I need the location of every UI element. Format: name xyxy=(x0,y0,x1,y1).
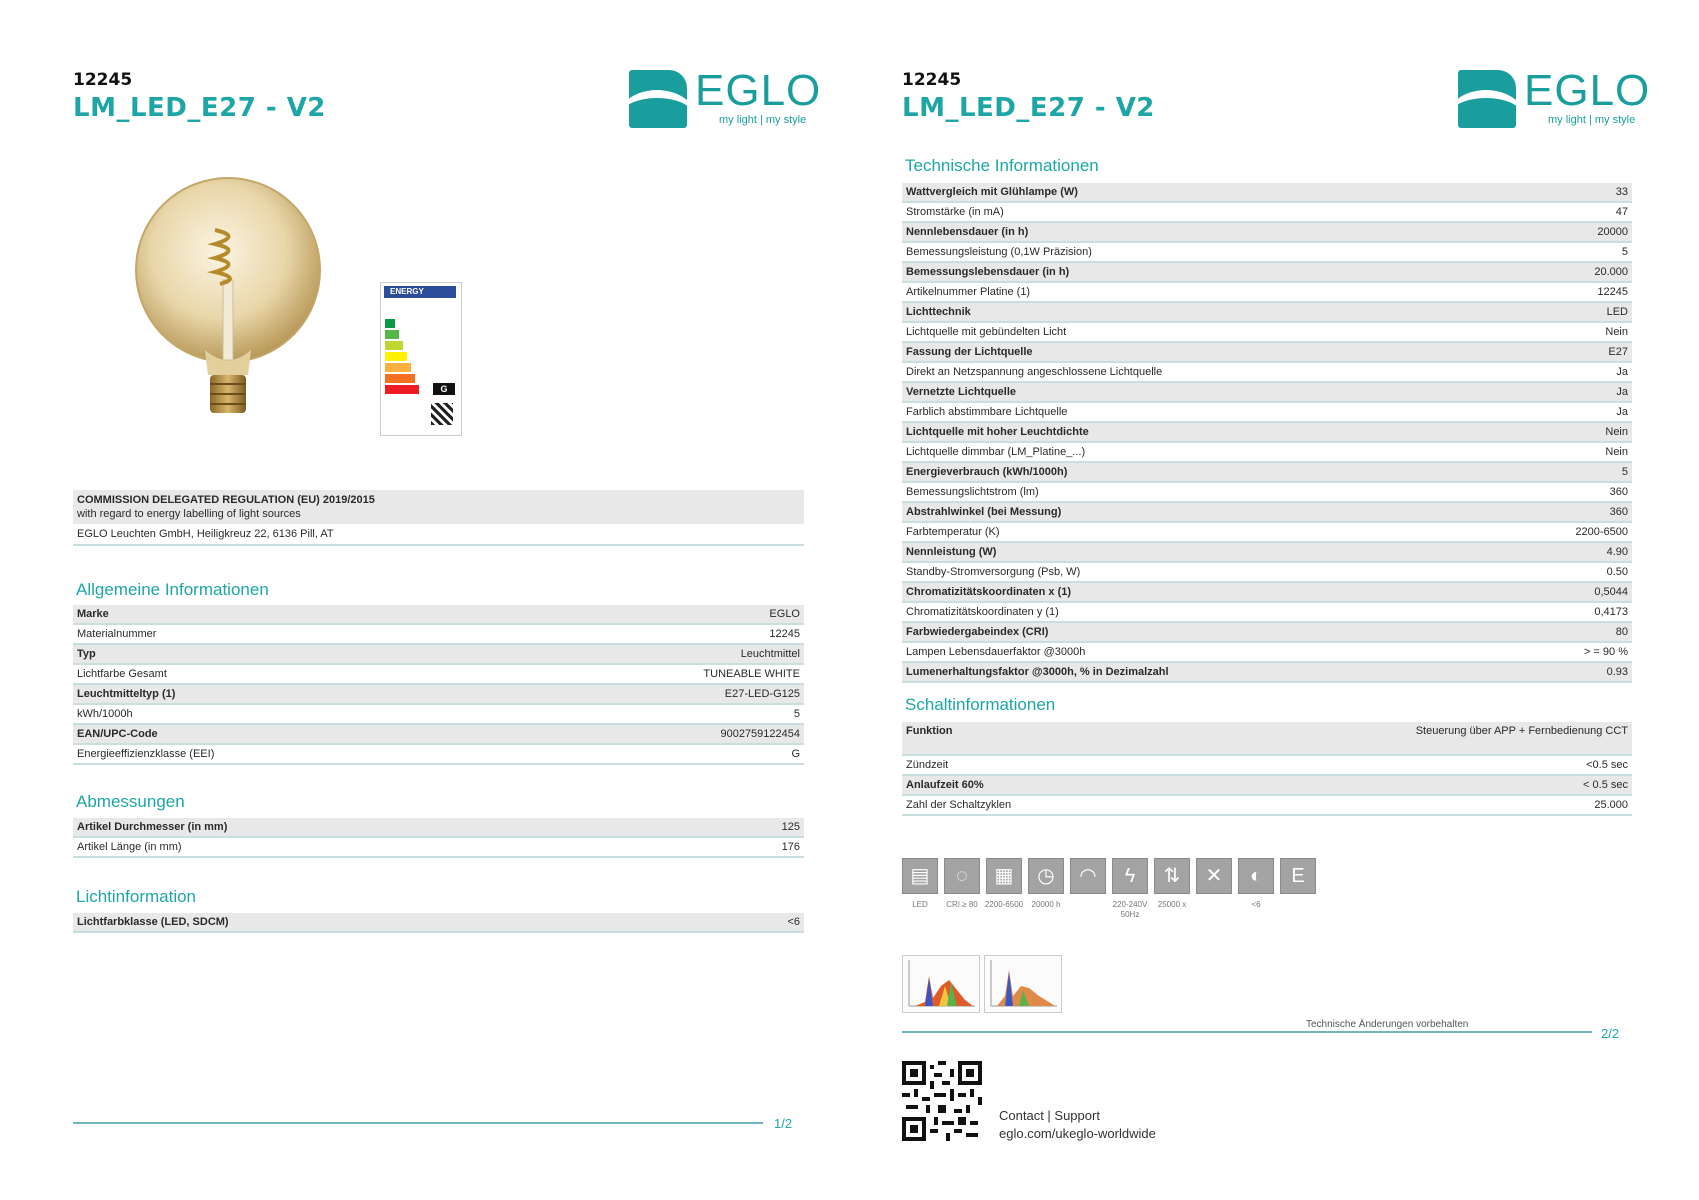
page-number: 2/2 xyxy=(1601,1026,1620,1041)
icon-caption: 25000 x xyxy=(1157,900,1187,909)
table-row: Nennlebensdauer (in h) 20000 xyxy=(902,223,1632,243)
general-info-table xyxy=(73,605,804,765)
table-row: Direkt an Netzspannung angeschlossene Lichtquelle Ja xyxy=(902,363,1632,383)
table-row: Farbwiedergabeindex (CRI) 80 xyxy=(902,623,1632,643)
table-row: Chromatizitätskoordinaten y (1) 0,4173 xyxy=(902,603,1632,623)
footer-rule xyxy=(73,1122,763,1124)
table-row: Lichtquelle mit hoher Leuchtdichte Nein xyxy=(902,423,1632,443)
contact-qr-code[interactable] xyxy=(902,1061,982,1141)
table-row: Funktion Steuerung über APP + Fernbedienung CCT xyxy=(902,722,1632,756)
regulation-line-2: with regard to energy labelling of light sources xyxy=(77,508,301,520)
table-row: Standby-Stromversorgung (Psb, W) 0.50 xyxy=(902,563,1632,583)
datasheet-page-1 xyxy=(0,0,849,1200)
energy-class-indicator: G xyxy=(433,383,455,395)
bulb-stem xyxy=(223,280,233,360)
spectrum-graph-cool xyxy=(984,955,1062,1013)
energy-bar-f xyxy=(385,374,415,383)
technical-info-table xyxy=(902,183,1632,683)
table-row: Bemessungsleistung (0,1W Präzision) 5 xyxy=(902,243,1632,263)
energy-bar-b xyxy=(385,330,399,339)
table-row: Abstrahlwinkel (bei Messung) 360 xyxy=(902,503,1632,523)
footer-rule xyxy=(902,1031,1592,1033)
table-row: Farbtemperatur (K) 2200-6500 xyxy=(902,523,1632,543)
energy-bar-a xyxy=(385,319,395,328)
icon-caption: 2200-6500 xyxy=(984,900,1024,909)
table-row: Typ Leuchtmittel xyxy=(73,645,804,665)
table-row: Nennleistung (W) 4.90 xyxy=(902,543,1632,563)
section-title-technical: Technische Informationen xyxy=(905,156,1099,175)
energy-bar-e xyxy=(385,363,411,372)
start-time-icon: ✕ xyxy=(1196,858,1232,894)
voltage-icon: ϟ xyxy=(1112,858,1148,894)
eglo-logo xyxy=(629,66,822,130)
table-row: Lichtfarbklasse (LED, SDCM) <6 xyxy=(73,913,804,933)
table-row: kWh/1000h 5 xyxy=(73,705,804,725)
icon-caption: 20000 h xyxy=(1031,900,1061,909)
socket-icon: E xyxy=(1280,858,1316,894)
light-color-icon: ▦ xyxy=(986,858,1022,894)
table-row: Lumenerhaltungsfaktor @3000h, % in Dezimalzahl 0.93 xyxy=(902,663,1632,683)
table-row: Chromatizitätskoordinaten x (1) 0,5044 xyxy=(902,583,1632,603)
contact-support-label: Contact | Support xyxy=(999,1108,1100,1123)
table-row: Farblich abstimmbare Lichtquelle Ja xyxy=(902,403,1632,423)
dimensions-table xyxy=(73,818,804,858)
section-title-switching: Schaltinformationen xyxy=(905,695,1056,714)
product-title: LM_LED_E27 - V2 xyxy=(902,93,1155,123)
energy-bar-g xyxy=(385,385,419,394)
footer-note: Technische Änderungen vorbehalten xyxy=(1306,1019,1469,1030)
energy-bar-d xyxy=(385,352,407,361)
manufacturer-address: EGLO Leuchten GmbH, Heiligkreuz 22, 6136 Pill, AT xyxy=(73,524,804,546)
section-title-general: Allgemeine Informationen xyxy=(76,580,269,599)
icon-caption: LED xyxy=(912,900,928,909)
table-row: Stromstärke (in mA) 47 xyxy=(902,203,1632,223)
article-number: 12245 xyxy=(73,70,133,90)
table-row: Marke EGLO xyxy=(73,605,804,625)
table-row: Zündzeit <0.5 sec xyxy=(902,756,1632,776)
lifetime-icon: ◷ xyxy=(1028,858,1064,894)
switching-cycles-icon: ⇅ xyxy=(1154,858,1190,894)
energy-label xyxy=(380,282,462,436)
table-row: Energieeffizienzklasse (EEI) G xyxy=(73,745,804,765)
table-row: Artikelnummer Platine (1) 12245 xyxy=(902,283,1632,303)
table-row: Fassung der Lichtquelle E27 xyxy=(902,343,1632,363)
table-row: Bemessungslichtstrom (lm) 360 xyxy=(902,483,1632,503)
table-row: Artikel Durchmesser (in mm) 125 xyxy=(73,818,804,838)
eglo-logo-tagline: my light | my style xyxy=(719,114,807,126)
article-number: 12245 xyxy=(902,70,962,90)
table-row: Artikel Länge (in mm) 176 xyxy=(73,838,804,858)
eglo-logo-mark xyxy=(1458,70,1516,128)
regulation-line-1: COMMISSION DELEGATED REGULATION (EU) 2019/2015 xyxy=(77,494,375,506)
energy-label-header: ENERGY xyxy=(384,286,456,298)
page-number: 1/2 xyxy=(774,1116,793,1131)
no-dimming-icon: ◐ xyxy=(1238,858,1274,894)
icon-caption: CRI ≥ 80 xyxy=(946,900,978,909)
bulb-icon: ◌ xyxy=(944,858,980,894)
table-row: Materialnummer 12245 xyxy=(73,625,804,645)
table-row: Lichtquelle mit gebündelten Licht Nein xyxy=(902,323,1632,343)
table-row: Anlaufzeit 60% < 0.5 sec xyxy=(902,776,1632,796)
beam-angle-icon: ◠ xyxy=(1070,858,1106,894)
table-row: Leuchtmitteltyp (1) E27-LED-G125 xyxy=(73,685,804,705)
icon-caption: <6 xyxy=(1251,900,1261,909)
lamp-type-icon: ▤ xyxy=(902,858,938,894)
energy-label-qr xyxy=(431,403,453,425)
eglo-logo-word: EGLO xyxy=(1524,66,1651,115)
table-row: Bemessungslebensdauer (in h) 20.000 xyxy=(902,263,1632,283)
section-title-dimensions: Abmessungen xyxy=(76,792,185,811)
table-row: Lichtquelle dimmbar (LM_Platine_...) Nein xyxy=(902,443,1632,463)
light-info-table xyxy=(73,913,804,933)
table-row: Lichtfarbe Gesamt TUNEABLE WHITE xyxy=(73,665,804,685)
table-row: Wattvergleich mit Glühlampe (W) 33 xyxy=(902,183,1632,203)
product-image xyxy=(130,170,330,435)
energy-bar-c xyxy=(385,341,403,350)
table-row: Energieverbrauch (kWh/1000h) 5 xyxy=(902,463,1632,483)
datasheet-page-2 xyxy=(849,0,1699,1200)
switching-info-table xyxy=(902,722,1632,816)
table-row: Lichttechnik LED xyxy=(902,303,1632,323)
table-row: Zahl der Schaltzyklen 25.000 xyxy=(902,796,1632,816)
regulation-block xyxy=(73,490,804,546)
table-row: Vernetzte Lichtquelle Ja xyxy=(902,383,1632,403)
section-title-light: Lichtinformation xyxy=(76,887,197,906)
table-row: Lampen Lebensdauerfaktor @3000h > = 90 % xyxy=(902,643,1632,663)
eglo-logo-tagline: my light | my style xyxy=(1548,114,1636,126)
icon-caption: 220-240V 50Hz xyxy=(1112,900,1148,919)
spectrum-graph-warm xyxy=(902,955,980,1013)
eglo-logo-word: EGLO xyxy=(695,66,822,115)
eglo-logo-mark xyxy=(629,70,687,128)
eglo-logo xyxy=(1458,66,1651,130)
product-title: LM_LED_E27 - V2 xyxy=(73,93,326,123)
table-row: EAN/UPC-Code 9002759122454 xyxy=(73,725,804,745)
contact-support-link[interactable]: eglo.com/ukeglo-worldwide xyxy=(999,1126,1156,1141)
